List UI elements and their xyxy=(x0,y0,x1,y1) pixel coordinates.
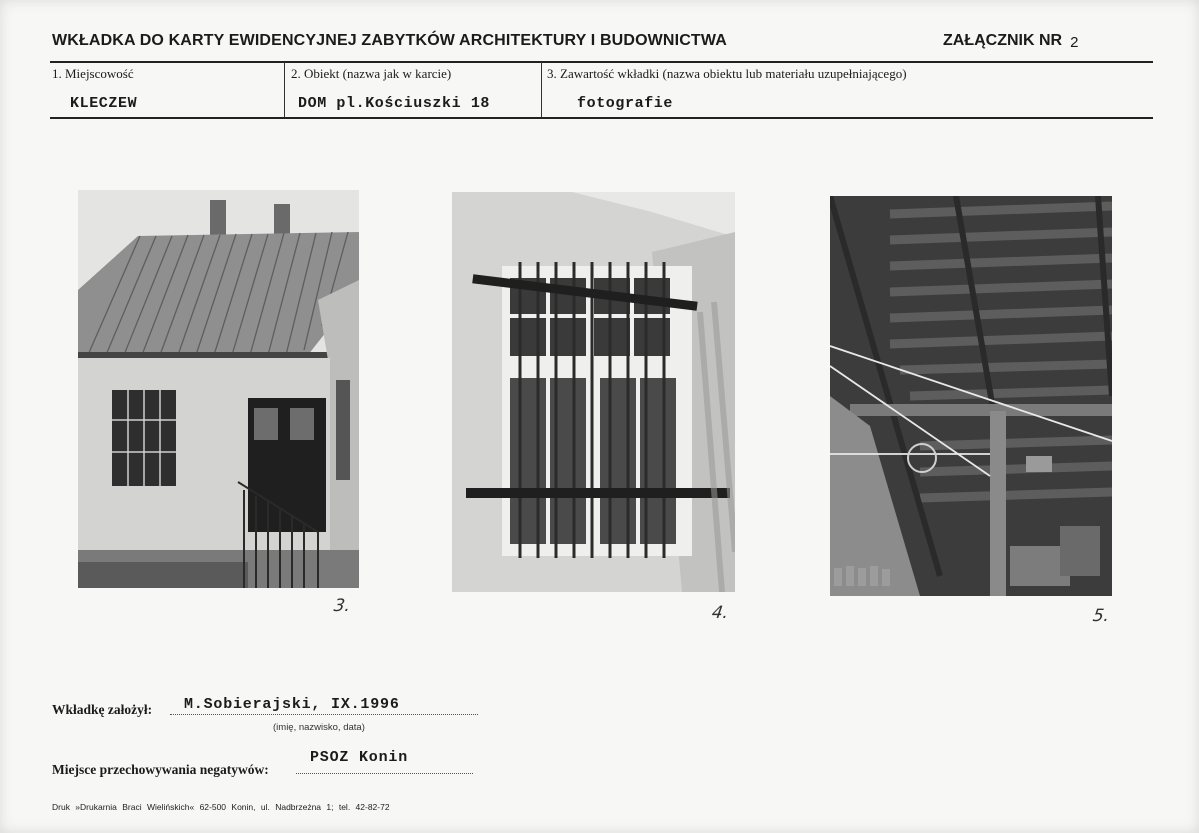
annex-number: 2 xyxy=(1070,34,1079,51)
author-hint: (imię, nazwisko, data) xyxy=(273,722,365,733)
photo-roof-timbers xyxy=(830,196,1112,596)
photo-barred-window xyxy=(452,192,735,592)
field-divider-2 xyxy=(541,62,542,117)
printer-footer: Druk »Drukarnia Braci Wielińskich« 62-500 Konin, ul. Nadbrzeżna 1; tel. 42-82-72 xyxy=(52,802,390,812)
field-locality-label: 1. Miejscowość xyxy=(52,66,134,81)
field-divider-1 xyxy=(284,62,285,117)
field-locality-value: KLECZEW xyxy=(70,95,138,112)
field-contents-label: 3. Zawartość wkładki (nazwa obiektu lub materiału uzupełniającego) xyxy=(547,66,907,81)
header-top-rule xyxy=(50,61,1153,63)
author-label: Wkładkę założył: xyxy=(52,702,153,717)
photo-house-corner xyxy=(78,190,359,588)
author-dotted-line xyxy=(170,713,478,715)
header-bottom-rule xyxy=(50,117,1153,119)
storage-label: Miejsce przechowywania negatywów: xyxy=(52,762,269,777)
photo-caption-5: 5. xyxy=(1091,606,1111,626)
annex-label xyxy=(943,32,1078,50)
photo-caption-4: 4. xyxy=(710,603,730,623)
annex-label-text: ZAŁĄCZNIK NR xyxy=(943,32,1063,49)
author-value: M.Sobierajski, IX.1996 xyxy=(184,696,400,713)
photo-caption-3: 3. xyxy=(332,596,352,616)
storage-value: PSOZ Konin xyxy=(310,749,409,766)
field-object-value: DOM pl.Kościuszki 18 xyxy=(298,95,491,112)
field-object-label: 2. Obiekt (nazwa jak w karcie) xyxy=(291,66,452,81)
field-contents-value: fotografie xyxy=(577,95,674,112)
form-title: WKŁADKA DO KARTY EWIDENCYJNEJ ZABYTKÓW ARCHITEKTURY I BUDOWNICTWA xyxy=(52,32,727,49)
storage-dotted-line xyxy=(296,772,473,774)
